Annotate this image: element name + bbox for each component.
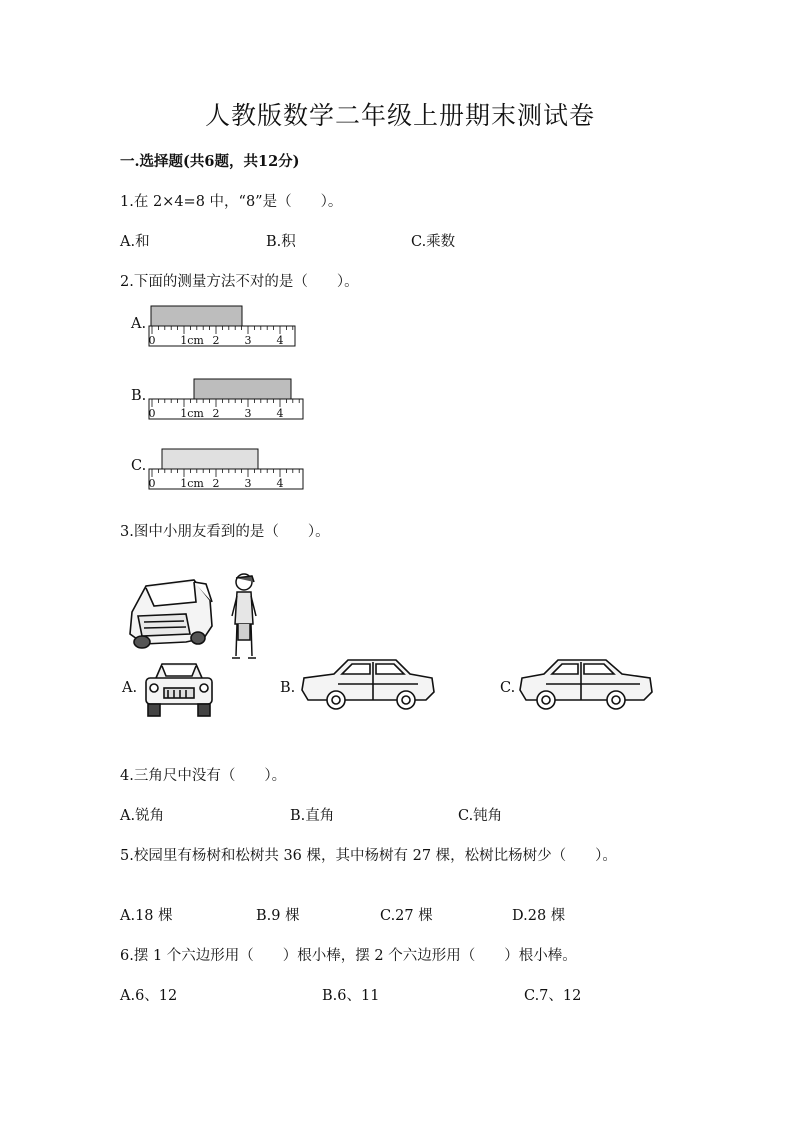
q1-option-b[interactable]: B.积 bbox=[266, 234, 296, 250]
q3-option-a-label[interactable]: A. bbox=[122, 680, 138, 696]
q2-option-c-label[interactable]: C. bbox=[131, 458, 147, 474]
child-standing-icon bbox=[232, 574, 256, 658]
car-rear-view-icon[interactable] bbox=[142, 660, 216, 720]
q6-option-b[interactable]: B.6、11 bbox=[322, 988, 380, 1004]
q3-option-b-label[interactable]: B. bbox=[280, 680, 296, 696]
q3-option-c-label[interactable]: C. bbox=[500, 680, 516, 696]
q2-option-a-label[interactable]: A. bbox=[131, 316, 147, 332]
question-2: 2.下面的测量方法不对的是（ ）。 bbox=[120, 274, 359, 290]
ruler-label: 4 bbox=[276, 407, 284, 420]
q2-ruler-c bbox=[148, 447, 306, 493]
ruler-label: 2 bbox=[212, 477, 220, 490]
measured-bar bbox=[194, 379, 291, 399]
ruler-label: 0 bbox=[148, 334, 156, 347]
question-1: 1.在 2×4=8 中，“8”是（ ）。 bbox=[120, 194, 343, 210]
q4-option-b[interactable]: B.直角 bbox=[290, 808, 335, 824]
q1-option-a[interactable]: A.和 bbox=[120, 234, 150, 250]
ruler-label: 1cm bbox=[180, 407, 204, 420]
car-side-view-alt-icon[interactable] bbox=[516, 656, 656, 716]
ruler-label: 4 bbox=[276, 477, 284, 490]
scene-car-and-child bbox=[124, 572, 264, 664]
q4-option-c[interactable]: C.钝角 bbox=[458, 808, 503, 824]
ruler-label: 2 bbox=[212, 407, 220, 420]
q5-option-a[interactable]: A.18 棵 bbox=[120, 908, 173, 924]
page-title: 人教版数学二年级上册期末测试卷 bbox=[204, 101, 595, 130]
q5-option-b[interactable]: B.9 棵 bbox=[256, 908, 300, 924]
q6-option-a[interactable]: A.6、12 bbox=[120, 988, 178, 1004]
car-side-view-icon[interactable] bbox=[298, 656, 438, 716]
section-heading: 一.选择题(共6题，共12分) bbox=[120, 153, 300, 170]
question-5: 5.校园里有杨树和松树共 36 棵，其中杨树有 27 棵，松树比杨树少（ ）。 bbox=[120, 848, 617, 864]
car-three-quarter-icon bbox=[130, 580, 212, 648]
q6-option-c[interactable]: C.7、12 bbox=[524, 988, 582, 1004]
ruler-label: 3 bbox=[244, 334, 252, 347]
q5-option-c[interactable]: C.27 棵 bbox=[380, 908, 433, 924]
q1-option-c[interactable]: C.乘数 bbox=[411, 234, 456, 250]
ruler-label: 3 bbox=[244, 407, 252, 420]
question-6: 6.摆 1 个六边形用（ ）根小棒，摆 2 个六边形用（ ）根小棒。 bbox=[120, 948, 577, 964]
q4-option-a[interactable]: A.锐角 bbox=[120, 808, 165, 824]
ruler-label: 1cm bbox=[180, 477, 204, 490]
measured-bar bbox=[151, 306, 242, 326]
q2-option-b-label[interactable]: B. bbox=[131, 388, 147, 404]
question-4: 4.三角尺中没有（ ）。 bbox=[120, 768, 287, 784]
q2-ruler-a bbox=[148, 304, 300, 350]
q2-ruler-b bbox=[148, 377, 306, 423]
ruler-label: 0 bbox=[148, 407, 156, 420]
question-3: 3.图中小朋友看到的是（ ）。 bbox=[120, 524, 330, 540]
q5-option-d[interactable]: D.28 棵 bbox=[512, 908, 566, 924]
ruler-label: 2 bbox=[212, 334, 220, 347]
ruler-label: 0 bbox=[148, 477, 156, 490]
ruler-label: 4 bbox=[276, 334, 284, 347]
ruler-label: 1cm bbox=[180, 334, 204, 347]
measured-bar bbox=[162, 449, 258, 469]
ruler-label: 3 bbox=[244, 477, 252, 490]
